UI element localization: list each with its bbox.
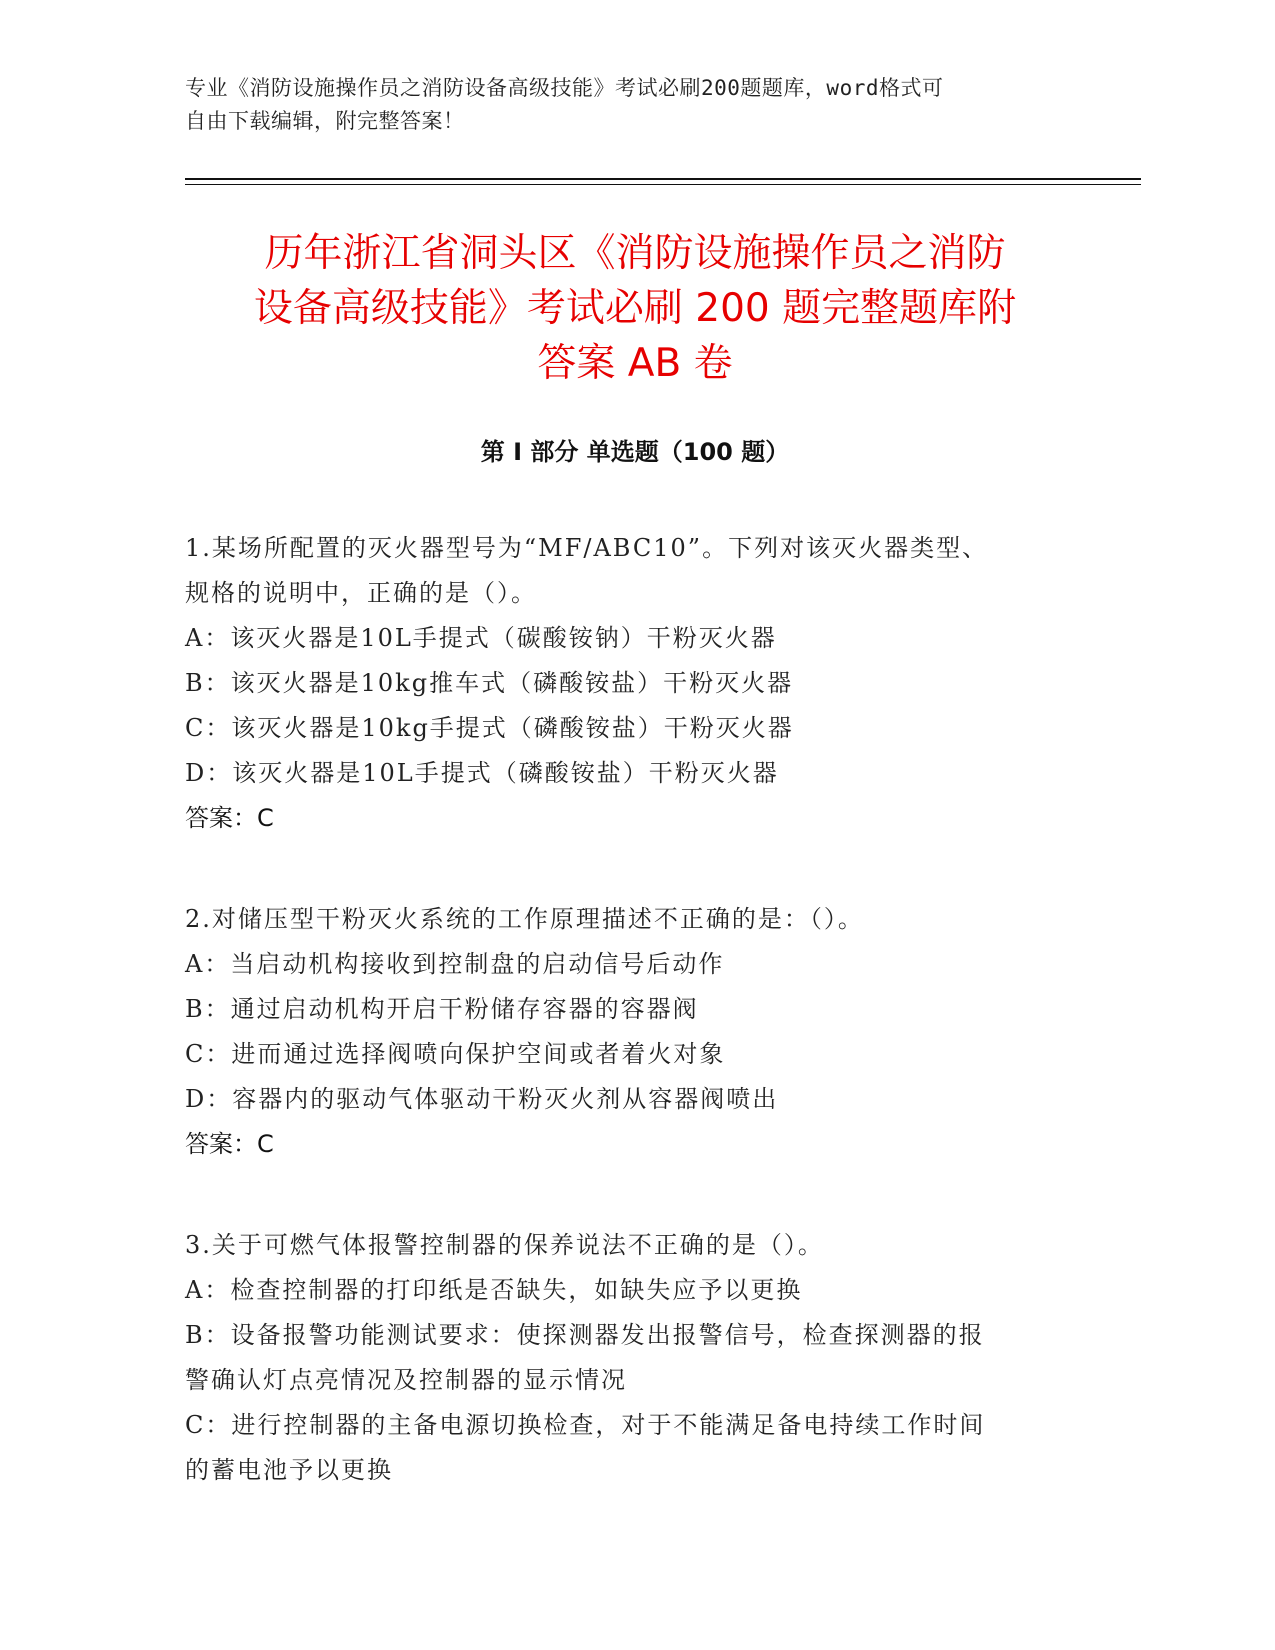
header-note-line: 专业《消防设施操作员之消防设备高级技能》考试必刷200题题库，word格式可: [185, 76, 944, 100]
document-title-line: 设备高级技能》考试必刷 200 题完整题库附: [253, 286, 1017, 331]
question-stem-line: 规格的说明中，正确的是（）。: [185, 579, 537, 607]
option-d: D：该灭火器是10L手提式（磷酸铵盐）干粉灭火器: [185, 759, 779, 787]
option-a: A：检查控制器的打印纸是否缺失，如缺失应予以更换: [185, 1276, 803, 1304]
question-stem-line: 2.对储压型干粉灭火系统的工作原理描述不正确的是：（）。: [185, 905, 864, 933]
question-3: [185, 1223, 1065, 1493]
option-b: B：设备报警功能测试要求：使探测器发出报警信号，检查探测器的报: [185, 1321, 985, 1349]
option-c: C：进行控制器的主备电源切换检查，对于不能满足备电持续工作时间: [185, 1411, 986, 1439]
question-1: [185, 526, 1065, 841]
option-b: B：通过启动机构开启干粉储存容器的容器阀: [185, 995, 699, 1023]
document-title-line: 答案 AB 卷: [537, 341, 733, 386]
question-list: [185, 526, 1065, 1549]
header-divider-thick: [185, 178, 1141, 180]
header-note-line: 自由下载编辑，附完整答案！: [185, 109, 465, 133]
option-c: C：该灭火器是10kg手提式（磷酸铵盐）干粉灭火器: [185, 714, 794, 742]
option-b-continued: 警确认灯点亮情况及控制器的显示情况: [185, 1366, 627, 1394]
option-a: A：该灭火器是10L手提式（碳酸铵钠）干粉灭火器: [185, 624, 777, 652]
question-stem-line: 1.某场所配置的灭火器型号为“MF/ABC10”。下列对该灭火器类型、: [185, 534, 989, 562]
option-d: D：容器内的驱动气体驱动干粉灭火剂从容器阀喷出: [185, 1085, 779, 1113]
section-heading: 第 I 部分 单选题（100 题）: [480, 438, 790, 466]
question-stem-line: 3.关于可燃气体报警控制器的保养说法不正确的是（）。: [185, 1231, 824, 1259]
option-c-continued: 的蓄电池予以更换: [185, 1456, 393, 1484]
option-a: A：当启动机构接收到控制盘的启动信号后动作: [185, 950, 725, 978]
answer: 答案：C: [185, 1130, 274, 1158]
document-title-line: 历年浙江省洞头区《消防设施操作员之消防: [264, 231, 1006, 276]
header-divider-thin: [185, 184, 1141, 185]
option-c: C：进而通过选择阀喷向保护空间或者着火对象: [185, 1040, 726, 1068]
answer: 答案：C: [185, 804, 274, 832]
option-b: B：该灭火器是10kg推车式（磷酸铵盐）干粉灭火器: [185, 669, 794, 697]
header-note: [185, 72, 1085, 138]
document-title: [185, 226, 1085, 391]
question-2: [185, 897, 1065, 1167]
